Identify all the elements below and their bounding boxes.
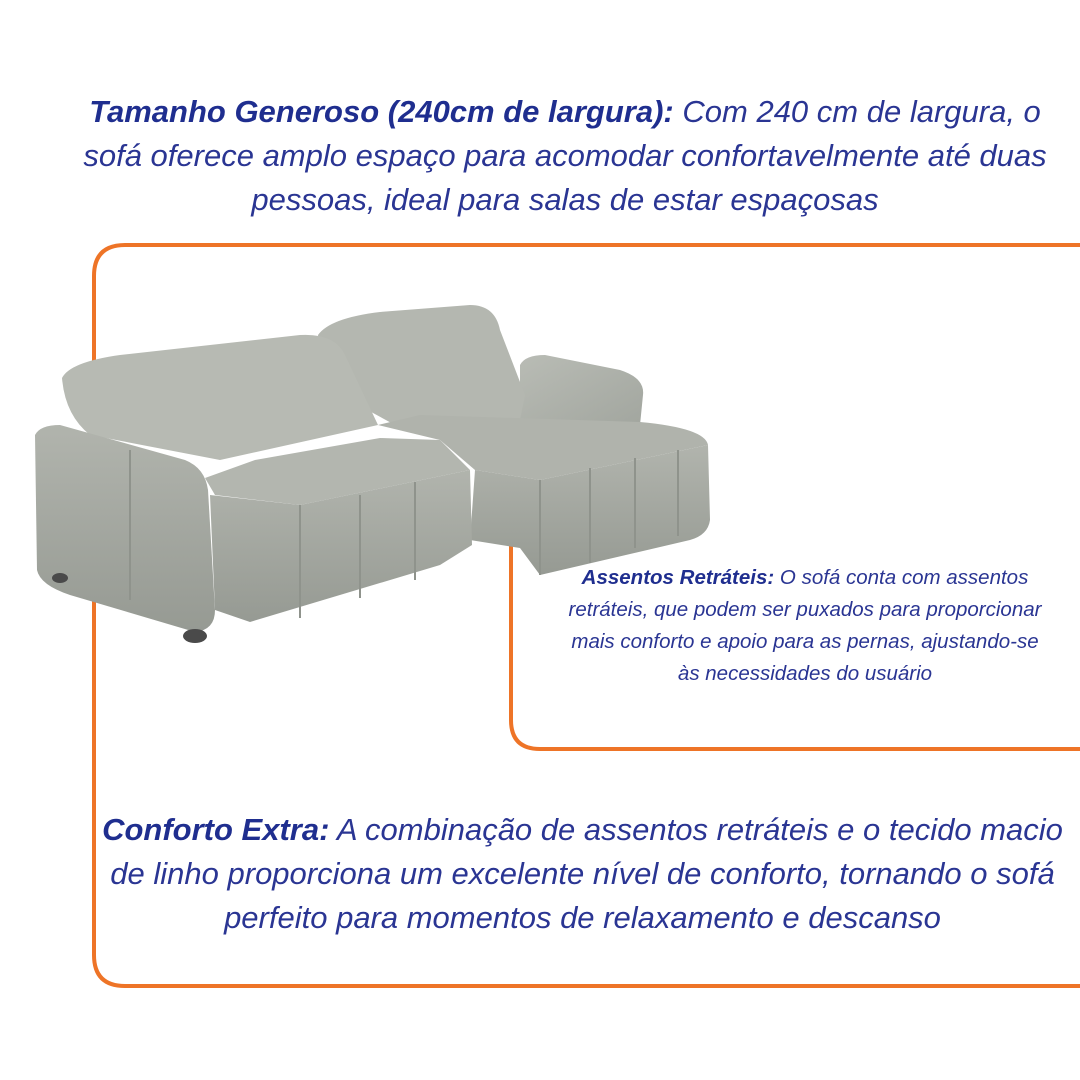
sofa-foot-front (183, 629, 207, 643)
sofa-foot-left (52, 573, 68, 583)
feature-retractable-heading: Assentos Retráteis: (581, 566, 775, 589)
feature-comfort-heading: Conforto Extra: (102, 812, 330, 847)
feature-retractable-body: O sofá conta com assentos retráteis, que podem ser puxados para proporcionar mais conforto e apoio para as pernas, ajustando-se às necessidades do usuário (568, 566, 1042, 685)
feature-size-body: Com 240 cm de largura, o sofá oferece amplo espaço para acomodar confortavelmente até duas pessoas, ideal para salas de estar espaçosas (83, 94, 1047, 217)
feature-retractable (560, 562, 1050, 690)
sofa-right-arm (520, 355, 643, 425)
feature-size-heading: Tamanho Generoso (240cm de largura): (89, 94, 674, 129)
feature-comfort-body: A combinação de assentos retráteis e o tecido macio de linho proporciona um excelente nível de conforto, tornando o sofá perfeito para momentos de relaxamento e descanso (110, 812, 1063, 935)
feature-comfort (100, 808, 1065, 940)
feature-size (80, 90, 1050, 222)
sofa-left-arm (35, 425, 215, 632)
